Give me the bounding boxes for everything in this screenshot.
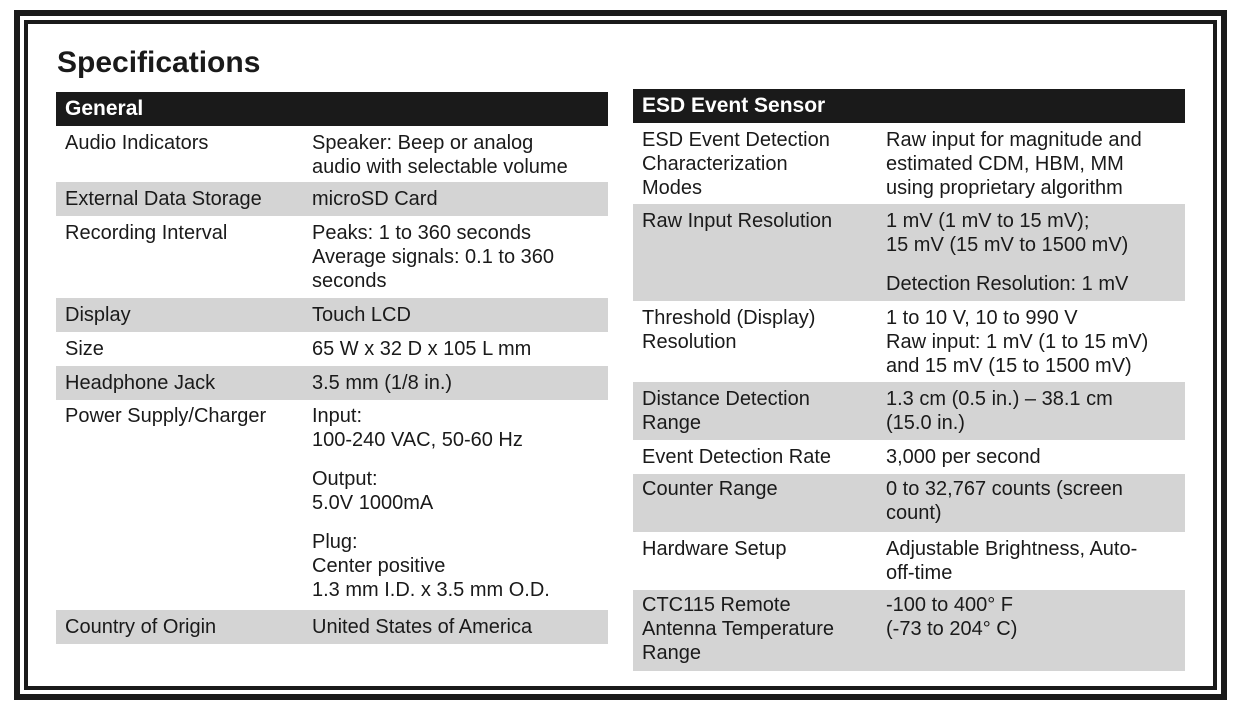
spec-value-line: 15 mV (15 mV to 1500 mV) — [886, 234, 1129, 256]
spec-label-line: ESD Event Detection — [642, 129, 830, 151]
esd-spec-row — [633, 123, 1185, 204]
spec-label-line: Size — [65, 338, 104, 360]
esd-spec-value — [886, 477, 1185, 532]
esd-spec-label — [633, 445, 886, 474]
spec-value-paragraph — [312, 404, 608, 452]
spec-value-line: Speaker: Beep or analog — [312, 132, 534, 154]
general-spec-row — [56, 182, 608, 216]
general-spec-label — [56, 187, 312, 216]
spec-label-line: Audio Indicators — [65, 132, 209, 154]
spec-value-line: Peaks: 1 to 360 seconds — [312, 222, 532, 244]
spec-label-line: Resolution — [642, 331, 737, 353]
general-spec-value — [312, 615, 608, 644]
spec-label-line: Country of Origin — [65, 616, 217, 638]
general-spec-row — [56, 332, 608, 366]
spec-label-line: Raw Input Resolution — [642, 210, 833, 232]
general-spec-table — [56, 92, 608, 644]
general-spec-label — [56, 615, 312, 644]
spec-value-line: Average signals: 0.1 to 360 — [312, 246, 555, 268]
spec-value-line: United States of America — [312, 616, 533, 638]
esd-spec-value — [886, 537, 1185, 590]
spec-label-line: Display — [65, 304, 131, 326]
spec-value-paragraph — [312, 221, 608, 293]
spec-label-line: Antenna Temperature — [642, 618, 834, 640]
general-spec-value — [312, 371, 608, 400]
esd-spec-row — [633, 532, 1185, 590]
spec-value-paragraph — [312, 337, 608, 361]
general-spec-row — [56, 298, 608, 332]
esd-spec-value — [886, 128, 1185, 204]
spec-value-line: Detection Resolution: 1 mV — [886, 273, 1129, 295]
spec-value-line: 65 W x 32 D x 105 L mm — [312, 338, 532, 360]
general-spec-label — [56, 221, 312, 298]
esd-spec-row — [633, 474, 1185, 532]
spec-value-line: 100-240 VAC, 50-60 Hz — [312, 429, 523, 451]
spec-label-line: Range — [642, 412, 701, 434]
esd-spec-value — [886, 445, 1185, 474]
spec-value-paragraph — [312, 530, 608, 602]
esd-spec-label — [633, 477, 886, 532]
esd-spec-row — [633, 204, 1185, 301]
spec-value-line: 0 to 32,767 counts (screen — [886, 478, 1123, 500]
spec-value-paragraph — [886, 593, 1185, 641]
spec-value-paragraph — [886, 387, 1185, 435]
spec-value-line: Touch LCD — [312, 304, 411, 326]
spec-value-paragraph — [886, 306, 1185, 378]
spec-value-line: audio with selectable volume — [312, 156, 568, 178]
esd-spec-row — [633, 590, 1185, 671]
general-spec-row — [56, 400, 608, 610]
general-spec-label — [56, 131, 312, 182]
general-spec-value — [312, 131, 608, 182]
general-spec-label — [56, 303, 312, 332]
general-table-body — [56, 126, 608, 644]
esd-spec-table — [633, 89, 1185, 671]
general-spec-row — [56, 366, 608, 400]
spec-value-line: seconds — [312, 270, 387, 292]
spec-label-line: Modes — [642, 177, 703, 199]
spec-value-line: Raw input: 1 mV (1 to 15 mV) — [886, 331, 1149, 353]
spec-value-line: -100 to 400° F — [886, 594, 1013, 616]
spec-value-line: Output: — [312, 468, 378, 490]
general-spec-value — [312, 337, 608, 366]
spec-value-line: 3,000 per second — [886, 446, 1041, 468]
spec-value-line: 1.3 cm (0.5 in.) – 38.1 cm — [886, 388, 1113, 410]
spec-value-line: Input: — [312, 405, 363, 427]
general-spec-value — [312, 221, 608, 298]
spec-value-line: using proprietary algorithm — [886, 177, 1123, 199]
spec-value-line: Plug: — [312, 531, 358, 553]
general-spec-value — [312, 404, 608, 610]
spec-value-line: Center positive — [312, 555, 446, 577]
spec-label-line: Recording Interval — [65, 222, 228, 244]
spec-label-line: Range — [642, 642, 701, 664]
spec-value-paragraph — [886, 477, 1185, 525]
spec-value-paragraph — [312, 187, 608, 211]
general-spec-value — [312, 303, 608, 332]
general-spec-row — [56, 126, 608, 182]
spec-value-line: off-time — [886, 562, 953, 584]
spec-value-paragraph — [312, 467, 608, 515]
spec-value-line: 1.3 mm I.D. x 3.5 mm O.D. — [312, 579, 550, 601]
spec-value-paragraph — [886, 445, 1185, 469]
spec-label-line: Event Detection Rate — [642, 446, 831, 468]
esd-spec-row — [633, 440, 1185, 474]
esd-spec-label — [633, 387, 886, 440]
general-spec-label — [56, 404, 312, 610]
general-spec-label — [56, 337, 312, 366]
general-spec-row — [56, 216, 608, 298]
esd-spec-value — [886, 387, 1185, 440]
spec-value-line: 5.0V 1000mA — [312, 492, 434, 514]
esd-table-body — [633, 123, 1185, 671]
general-spec-row — [56, 610, 608, 644]
esd-spec-row — [633, 301, 1185, 382]
spec-value-paragraph — [312, 371, 608, 395]
esd-spec-value — [886, 306, 1185, 382]
esd-table-header: ESD Event Sensor — [633, 89, 1185, 123]
spec-value-line: count) — [886, 502, 942, 524]
general-table-header: General — [56, 92, 608, 126]
spec-label-line: Threshold (Display) — [642, 307, 816, 329]
spec-label-line: External Data Storage — [65, 188, 262, 210]
spec-value-paragraph — [312, 131, 608, 179]
spec-label-line: Distance Detection — [642, 388, 810, 410]
page-title: Specifications — [57, 46, 261, 79]
spec-value-line: estimated CDM, HBM, MM — [886, 153, 1124, 175]
spec-value-line: (15.0 in.) — [886, 412, 965, 434]
spec-value-line: Adjustable Brightness, Auto- — [886, 538, 1138, 560]
spec-value-paragraph — [886, 128, 1185, 200]
esd-spec-label — [633, 128, 886, 204]
spec-value-paragraph — [886, 537, 1185, 585]
spec-value-paragraph — [886, 272, 1185, 296]
esd-spec-row — [633, 382, 1185, 440]
spec-value-line: Raw input for magnitude and — [886, 129, 1142, 151]
spec-label-line: Characterization — [642, 153, 788, 175]
spec-value-line: and 15 mV (15 to 1500 mV) — [886, 355, 1132, 377]
spec-label-line: Power Supply/Charger — [65, 405, 267, 427]
spec-value-line: microSD Card — [312, 188, 438, 210]
spec-value-line: 1 mV (1 mV to 15 mV); — [886, 210, 1090, 232]
general-spec-label — [56, 371, 312, 400]
spec-label-line: Headphone Jack — [65, 372, 216, 394]
esd-spec-label — [633, 306, 886, 382]
general-spec-value — [312, 187, 608, 216]
spec-value-paragraph — [312, 303, 608, 327]
esd-spec-label — [633, 209, 886, 301]
spec-value-paragraph — [886, 209, 1185, 257]
spec-value-line: (-73 to 204° C) — [886, 618, 1018, 640]
esd-spec-value — [886, 209, 1185, 301]
spec-value-line: 1 to 10 V, 10 to 990 V — [886, 307, 1078, 329]
spec-value-line: 3.5 mm (1/8 in.) — [312, 372, 453, 394]
esd-spec-label — [633, 593, 886, 671]
spec-label-line: Hardware Setup — [642, 538, 787, 560]
spec-value-paragraph — [312, 615, 608, 639]
spec-label-line: Counter Range — [642, 478, 778, 500]
spec-label-line: CTC115 Remote — [642, 594, 791, 616]
esd-spec-value — [886, 593, 1185, 671]
esd-spec-label — [633, 537, 886, 590]
